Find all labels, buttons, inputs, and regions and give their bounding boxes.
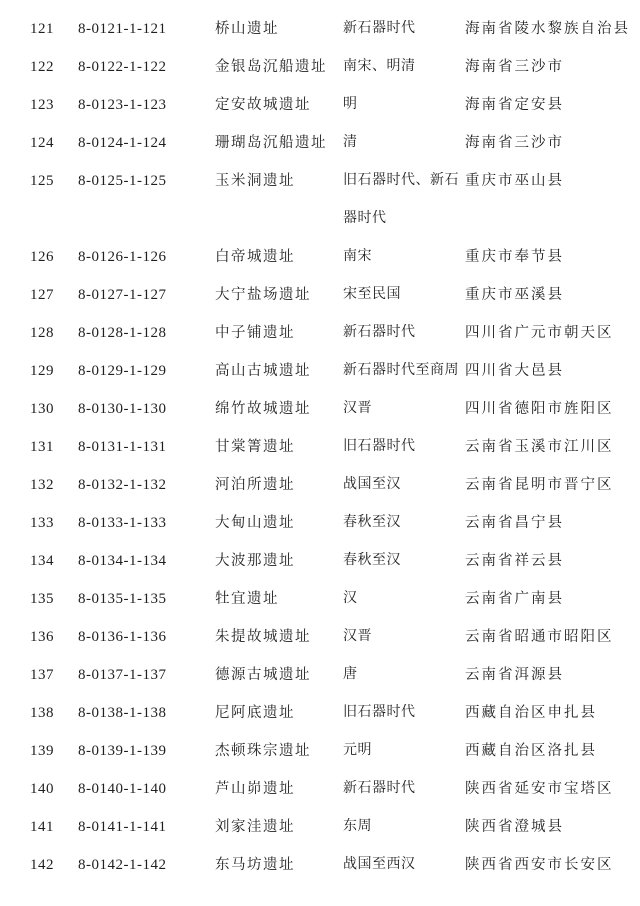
site-location: 陕西省澄城县 [465,819,564,835]
site-number: 134 [30,553,54,569]
site-name: 德源古城遗址 [215,667,311,683]
site-era: 战国至西汉 [343,857,416,872]
site-number: 140 [30,781,54,797]
table-row [30,276,640,314]
table-row [30,10,640,48]
site-location: 云南省昌宁县 [465,515,564,531]
site-name: 甘棠箐遗址 [215,439,295,455]
table-row [30,694,640,732]
site-code: 8-0130-1-130 [78,401,167,417]
site-code: 8-0132-1-132 [78,477,167,493]
site-number: 138 [30,705,54,721]
table-row [30,466,640,504]
site-era: 明 [343,97,358,112]
site-number: 127 [30,287,54,303]
site-code: 8-0134-1-134 [78,553,167,569]
site-code: 8-0124-1-124 [78,135,167,151]
site-number: 139 [30,743,54,759]
site-era: 东周 [343,819,372,834]
site-name: 朱提故城遗址 [215,629,311,645]
site-era: 旧石器时代 [343,705,416,720]
site-number: 126 [30,249,54,265]
site-era: 旧石器时代、新石器时代 [343,173,459,226]
site-number: 129 [30,363,54,379]
site-name: 定安故城遗址 [215,97,311,113]
site-era: 唐 [343,667,358,682]
site-location: 四川省大邑县 [465,363,564,379]
site-number: 124 [30,135,54,151]
table-row [30,808,640,846]
site-number: 136 [30,629,54,645]
site-number: 133 [30,515,54,531]
site-name: 杰顿珠宗遗址 [215,743,311,759]
site-era: 春秋至汉 [343,553,401,568]
site-code: 8-0125-1-125 [78,173,167,189]
site-location: 重庆市巫溪县 [465,287,564,303]
site-code: 8-0140-1-140 [78,781,167,797]
site-name: 刘家洼遗址 [215,819,295,835]
table-row [30,390,640,428]
site-code: 8-0128-1-128 [78,325,167,341]
site-location: 西藏自治区申扎县 [465,705,597,721]
table-row [30,618,640,656]
site-location: 海南省三沙市 [465,59,564,75]
site-name: 中子铺遗址 [215,325,295,341]
site-location: 云南省玉溪市江川区 [465,439,614,455]
site-name: 大波那遗址 [215,553,295,569]
site-code: 8-0126-1-126 [78,249,167,265]
site-code: 8-0137-1-137 [78,667,167,683]
site-location: 云南省洱源县 [465,667,564,683]
site-era: 新石器时代 [343,781,416,796]
site-location: 四川省德阳市旌阳区 [465,401,614,417]
site-era: 宋至民国 [343,287,401,302]
table-row [30,124,640,162]
site-era: 旧石器时代 [343,439,416,454]
table-row [30,352,640,390]
site-era: 新石器时代至商周 [343,363,459,378]
site-code: 8-0131-1-131 [78,439,167,455]
site-name: 河泊所遗址 [215,477,295,493]
site-location: 西藏自治区洛扎县 [465,743,597,759]
site-era: 南宋、明清 [343,59,416,74]
site-number: 132 [30,477,54,493]
site-name: 桥山遗址 [215,21,279,37]
site-location: 重庆市巫山县 [465,173,564,189]
site-location: 云南省祥云县 [465,553,564,569]
site-name: 白帝城遗址 [215,249,295,265]
site-number: 121 [30,21,54,37]
site-era: 汉晋 [343,401,372,416]
site-era: 南宋 [343,249,372,264]
site-location: 重庆市奉节县 [465,249,564,265]
site-name: 高山古城遗址 [215,363,311,379]
site-era: 元明 [343,743,372,758]
table-row [30,542,640,580]
site-name: 珊瑚岛沉船遗址 [215,135,327,151]
site-code: 8-0136-1-136 [78,629,167,645]
table-row [30,504,640,542]
table-row [30,314,640,352]
site-location: 陕西省西安市长安区 [465,857,614,873]
site-code: 8-0127-1-127 [78,287,167,303]
site-number: 122 [30,59,54,75]
site-number: 142 [30,857,54,873]
site-code: 8-0138-1-138 [78,705,167,721]
site-era: 清 [343,135,358,150]
table-row [30,162,640,238]
site-name: 绵竹故城遗址 [215,401,311,417]
site-name: 大甸山遗址 [215,515,295,531]
site-location: 云南省广南县 [465,591,564,607]
table-row [30,428,640,466]
table-row [30,48,640,86]
site-name: 东马坊遗址 [215,857,295,873]
table-row [30,656,640,694]
site-name: 玉米洞遗址 [215,173,295,189]
site-code: 8-0133-1-133 [78,515,167,531]
site-era: 战国至汉 [343,477,401,492]
site-number: 137 [30,667,54,683]
site-code: 8-0135-1-135 [78,591,167,607]
site-name: 尼阿底遗址 [215,705,295,721]
site-name: 大宁盐场遗址 [215,287,311,303]
site-era: 春秋至汉 [343,515,401,530]
site-number: 123 [30,97,54,113]
site-location: 四川省广元市朝天区 [465,325,614,341]
table-row [30,732,640,770]
site-number: 141 [30,819,54,835]
site-location: 海南省定安县 [465,97,564,113]
site-code: 8-0122-1-122 [78,59,167,75]
table-row [30,580,640,618]
site-era: 汉 [343,591,358,606]
site-code: 8-0123-1-123 [78,97,167,113]
site-name: 牡宜遗址 [215,591,279,607]
site-code: 8-0121-1-121 [78,21,167,37]
site-location: 海南省陵水黎族自治县 [465,21,630,37]
site-number: 128 [30,325,54,341]
table-row [30,238,640,276]
site-location: 云南省昆明市晋宁区 [465,477,614,493]
site-era: 新石器时代 [343,325,416,340]
site-code: 8-0129-1-129 [78,363,167,379]
site-number: 131 [30,439,54,455]
site-number: 135 [30,591,54,607]
site-era: 新石器时代 [343,21,416,36]
table-row [30,770,640,808]
site-name: 芦山峁遗址 [215,781,295,797]
site-name: 金银岛沉船遗址 [215,59,327,75]
site-number: 125 [30,173,54,189]
site-location: 海南省三沙市 [465,135,564,151]
table-row [30,86,640,124]
table-row [30,846,640,884]
site-era: 汉晋 [343,629,372,644]
site-code: 8-0139-1-139 [78,743,167,759]
site-number: 130 [30,401,54,417]
site-location: 陕西省延安市宝塔区 [465,781,614,797]
site-code: 8-0142-1-142 [78,857,167,873]
site-location: 云南省昭通市昭阳区 [465,629,614,645]
site-code: 8-0141-1-141 [78,819,167,835]
